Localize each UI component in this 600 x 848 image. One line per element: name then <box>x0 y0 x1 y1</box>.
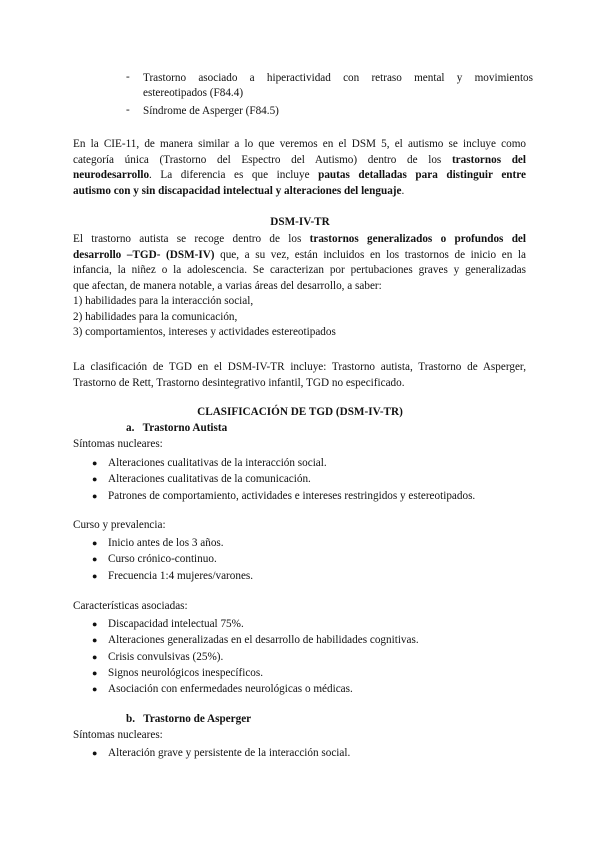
dash-item-line: Síndrome de Asperger (F84.5) <box>143 105 279 117</box>
paragraph-line: que afectan, de manera notable, a varias áreas del desarrollo, a saber: <box>73 279 382 292</box>
dsm-paragraph <box>73 232 526 341</box>
dsm-heading: DSM-IV-TR <box>270 216 330 228</box>
bullet-icon: ● <box>92 490 98 501</box>
sintomas-label: Síntomas nucleares: <box>73 438 163 450</box>
cie-paragraph <box>73 137 526 199</box>
numbered-item: 1) habilidades para la interacción social, <box>73 295 254 307</box>
paragraph-line: En la CIE-11, de manera similar a lo que veremos en el DSM 5, el autismo se incluye como <box>73 138 526 150</box>
numbered-item: 2) habilidades para la comunicación, <box>73 310 238 323</box>
dash-item-line: Trastorno asociado a hiperactividad con retraso mental y movimientos <box>143 72 533 84</box>
list-item: ● Asociación con enfermedades neurológicas o médicas. <box>92 681 419 697</box>
paragraph-line: infancia, la niñez o la adolescencia. Se caracterizan por pertubaciones graves y generalizadas <box>73 264 526 276</box>
paragraph-line: neurodesarrollo. La diferencia es que incluye pautas detalladas para distinguir entre <box>73 169 526 181</box>
list-item: ● Alteración grave y persistente de la interacción social. <box>92 745 350 761</box>
paragraph-line: Trastorno de Rett, Trastorno desintegrativo infantil, TGD no especificado. <box>73 376 405 389</box>
bullet-icon: ● <box>92 748 98 758</box>
list-item: ● Signos neurológicos inespecíficos. <box>92 665 419 681</box>
caracteristicas-label: Características asociadas: <box>73 600 188 612</box>
paragraph-line: El trastorno autista se recoge dentro de los trastornos generalizados o profundos del <box>73 233 526 245</box>
paragraph-line: autismo con y sin discapacidad intelectual y alteraciones del lenguaje. <box>73 184 405 197</box>
list-item: ● Alteraciones cualitativas de la comunicación. <box>92 471 475 487</box>
autista-curso-list <box>92 535 253 584</box>
bullet-icon: ● <box>92 651 98 662</box>
paragraph-line: La clasificación de TGD en el DSM-IV-TR incluye: Trastorno autista, Trastorno de Asperger, <box>73 361 526 373</box>
numbered-item: 3) comportamientos, intereses y actividades estereotipados <box>73 326 336 338</box>
curso-label: Curso y prevalencia: <box>73 519 166 531</box>
paragraph-line: desarrollo –TGD- (DSM-IV) que, a su vez, están incluidos en los trastornos de inicio en la <box>73 248 526 261</box>
list-item: ● Frecuencia 1:4 mujeres/varones. <box>92 568 253 584</box>
bullet-icon: ● <box>92 635 98 646</box>
bullet-icon: ● <box>92 474 98 485</box>
autista-sintomas-list <box>92 455 475 504</box>
dash-marker: - <box>126 104 130 116</box>
paragraph-line: categoría única (Trastorno del Espectro del Autismo) dentro de los trastornos del <box>73 153 526 166</box>
sintomas-label: Síntomas nucleares: <box>73 729 163 741</box>
list-item: ● Inicio antes de los 3 años. <box>92 535 253 551</box>
bullet-icon: ● <box>92 554 98 565</box>
bullet-icon: ● <box>92 538 98 548</box>
clasificacion-heading: CLASIFICACIÓN DE TGD (DSM-IV-TR) <box>197 406 403 418</box>
list-item: ● Crisis convulsivas (25%). <box>92 649 419 665</box>
asperger-sintomas-list <box>92 745 350 761</box>
list-item: ● Alteraciones generalizadas en el desarrollo de habilidades cognitivas. <box>92 632 419 648</box>
autista-subheading: a. Trastorno Autista <box>126 422 228 434</box>
bullet-icon: ● <box>92 458 98 468</box>
bullet-icon: ● <box>92 667 98 678</box>
bullet-icon: ● <box>92 570 98 581</box>
dash-item-line: estereotipados (F84.4) <box>143 87 244 99</box>
list-item: ● Alteraciones cualitativas de la interacción social. <box>92 455 475 471</box>
clasificacion-paragraph <box>73 360 526 391</box>
list-item: ● Curso crónico-continuo. <box>92 551 253 567</box>
bullet-icon: ● <box>92 619 98 629</box>
dash-marker: - <box>126 71 130 83</box>
bullet-icon: ● <box>92 684 98 695</box>
autista-caracteristicas-list <box>92 616 419 697</box>
list-item: ● Patrones de comportamiento, actividades e intereses restringidos y estereotipados. <box>92 488 475 504</box>
asperger-subheading: b. Trastorno de Asperger <box>126 713 252 725</box>
list-item: ● Discapacidad intelectual 75%. <box>92 616 419 632</box>
